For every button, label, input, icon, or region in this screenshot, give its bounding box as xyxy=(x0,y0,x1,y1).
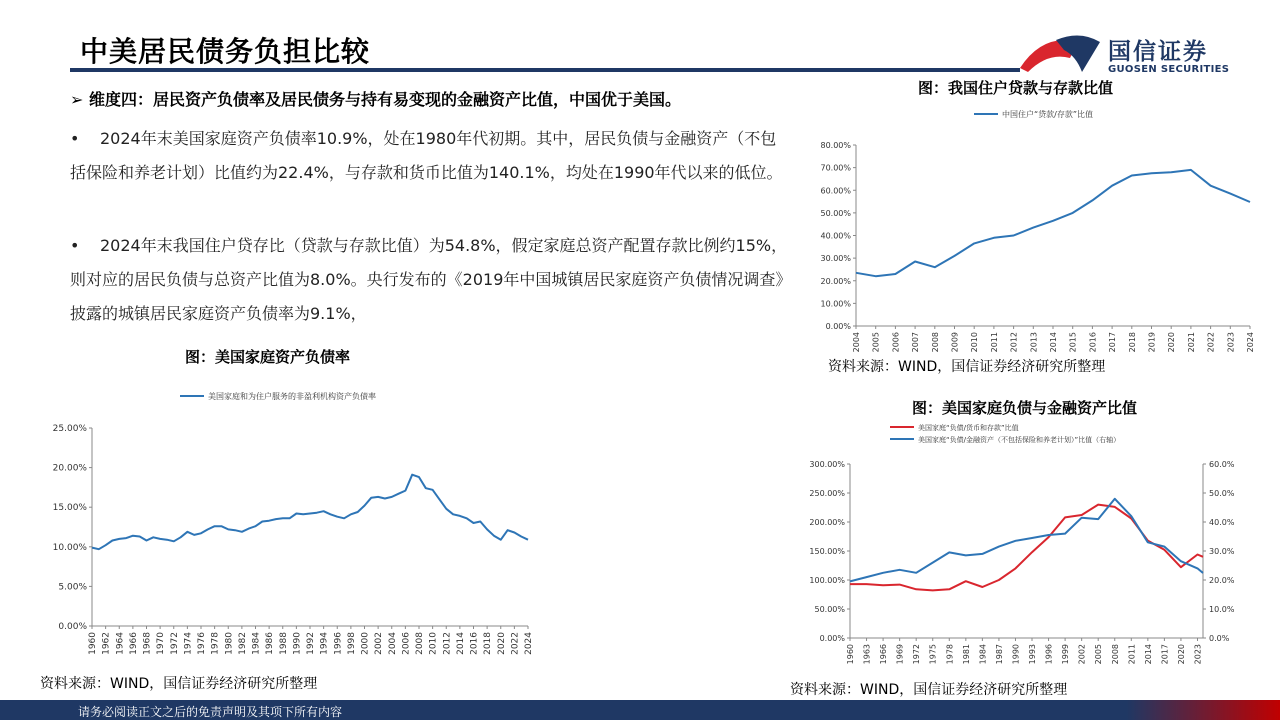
x-tick-label: 2000 xyxy=(360,632,371,655)
y-tick-label: 0.00% xyxy=(58,622,87,632)
y-tick-label: 150.00% xyxy=(809,547,845,556)
x-tick-label: 2017 xyxy=(1160,644,1170,665)
legend-label: 美国家庭和为住户服务的非盈利机构资产负债率 xyxy=(208,392,376,401)
legend-label: 美国家庭“负债/金融资产（不包括保险和养老计划）”比值（右轴） xyxy=(918,436,1121,444)
paragraph-us-text: 2024年末美国家庭资产负债率10.9%，处在1980年代初期。其中，居民负债与金融资产（不包括保险和养老计划）比值约为22.4%，与存款和货币比值为140.1%，均处在1990年代以来的低位。 xyxy=(70,129,783,182)
x-tick-label: 2016 xyxy=(1088,332,1098,352)
title-divider xyxy=(70,68,1020,72)
x-tick-label: 2024 xyxy=(524,632,534,655)
x-tick-label: 2004 xyxy=(852,332,861,352)
x-tick-label: 2024 xyxy=(1246,332,1255,352)
paragraph-cn xyxy=(70,229,790,331)
x-tick-label: 1966 xyxy=(128,632,139,655)
x-tick-label: 1972 xyxy=(169,632,180,655)
x-tick-label: 2007 xyxy=(911,332,921,352)
y-right-tick-label: 60.0% xyxy=(1209,460,1235,469)
x-tick-label: 2006 xyxy=(891,332,901,352)
series-line xyxy=(856,170,1250,276)
x-tick-label: 2011 xyxy=(989,332,999,352)
x-tick-label: 2004 xyxy=(387,632,398,655)
x-tick-label: 2009 xyxy=(950,332,960,352)
x-tick-label: 1968 xyxy=(142,632,153,655)
x-tick-label: 1988 xyxy=(278,632,289,655)
x-tick-label: 2023 xyxy=(1226,332,1236,352)
bullet-icon: • xyxy=(70,129,80,148)
y-tick-label: 0.00% xyxy=(825,322,851,331)
x-tick-label: 2008 xyxy=(1110,644,1120,665)
x-tick-label: 1982 xyxy=(237,632,248,655)
x-tick-label: 1964 xyxy=(115,632,126,655)
x-tick-label: 2020 xyxy=(1167,332,1177,352)
logo-chinese-name: 国信证券 xyxy=(1108,39,1208,65)
x-tick-label: 1998 xyxy=(346,632,357,655)
us-leverage-chart xyxy=(40,378,550,668)
x-tick-label: 2015 xyxy=(1068,332,1078,352)
x-tick-label: 1996 xyxy=(1044,644,1054,665)
y-tick-label: 20.00% xyxy=(52,463,87,474)
x-tick-label: 1981 xyxy=(961,644,971,665)
y-right-tick-label: 50.0% xyxy=(1209,489,1235,498)
x-tick-label: 2008 xyxy=(930,332,940,352)
y-right-tick-label: 40.0% xyxy=(1209,518,1235,527)
x-tick-label: 1980 xyxy=(224,632,235,655)
x-tick-label: 1966 xyxy=(879,644,889,665)
x-tick-label: 2008 xyxy=(415,632,425,655)
x-tick-label: 2005 xyxy=(871,332,881,352)
x-tick-label: 1990 xyxy=(1011,644,1021,665)
y-tick-label: 25.00% xyxy=(52,424,87,434)
series-line xyxy=(92,475,528,550)
y-tick-label: 30.00% xyxy=(820,254,851,264)
cn-ldr-source: 资料来源：WIND，国信证券经济研究所整理 xyxy=(828,359,1106,375)
x-tick-label: 1963 xyxy=(862,644,872,665)
x-tick-label: 1974 xyxy=(183,632,194,655)
series-line xyxy=(850,499,1203,582)
us-leverage-source: 资料来源：WIND，国信证券经济研究所整理 xyxy=(40,676,318,692)
x-tick-label: 2005 xyxy=(1094,644,1104,665)
x-tick-label: 2019 xyxy=(1147,332,1157,352)
y-right-tick-label: 10.0% xyxy=(1209,605,1235,614)
y-tick-label: 10.00% xyxy=(52,542,87,553)
x-tick-label: 2018 xyxy=(483,632,494,655)
y-right-tick-label: 30.0% xyxy=(1209,547,1235,556)
x-tick-label: 2023 xyxy=(1193,644,1203,665)
x-tick-label: 1978 xyxy=(945,644,955,665)
us-leverage-title: 图：美国家庭资产负债率 xyxy=(185,348,351,366)
x-tick-label: 1999 xyxy=(1061,644,1071,665)
y-tick-label: 80.00% xyxy=(820,141,851,150)
x-tick-label: 2016 xyxy=(469,632,480,655)
x-tick-label: 2014 xyxy=(455,632,466,655)
y-tick-label: 60.00% xyxy=(820,186,851,196)
y-tick-label: 40.00% xyxy=(820,231,851,241)
x-tick-label: 2002 xyxy=(1077,644,1087,665)
x-tick-label: 1994 xyxy=(319,632,330,655)
x-tick-label: 2013 xyxy=(1029,332,1039,352)
bullet-icon: • xyxy=(70,236,80,255)
y-right-tick-label: 0.0% xyxy=(1209,634,1230,643)
x-tick-label: 1986 xyxy=(265,632,276,655)
x-tick-label: 1976 xyxy=(197,632,207,655)
paragraph-us xyxy=(70,122,790,190)
y-tick-label: 200.00% xyxy=(809,518,845,527)
y-tick-label: 100.00% xyxy=(809,576,845,585)
x-tick-label: 2006 xyxy=(401,632,412,655)
legend-label: 美国家庭“负债/货币和存款”比值 xyxy=(918,424,1019,432)
x-tick-label: 1960 xyxy=(846,644,855,665)
page-title: 中美居民债务负担比较 xyxy=(80,35,371,68)
x-tick-label: 1984 xyxy=(978,644,988,665)
us-debt-title: 图：美国家庭负债与金融资产比值 xyxy=(912,399,1138,417)
x-tick-label: 2020 xyxy=(1176,644,1186,665)
x-tick-label: 1972 xyxy=(912,644,922,665)
x-tick-label: 1984 xyxy=(251,632,262,655)
y-tick-label: 5.00% xyxy=(58,582,87,593)
x-tick-label: 2002 xyxy=(374,632,385,655)
logo-english-name: GUOSEN SECURITIES xyxy=(1108,64,1230,75)
y-tick-label: 50.00% xyxy=(814,605,845,614)
x-tick-label: 1993 xyxy=(1028,644,1038,665)
x-tick-label: 2012 xyxy=(1009,332,1019,352)
x-tick-label: 1962 xyxy=(101,632,112,655)
cn-ldr-title: 图：我国住户贷款与存款比值 xyxy=(918,79,1114,97)
x-tick-label: 2012 xyxy=(442,632,453,655)
x-tick-label: 2022 xyxy=(1206,332,1216,352)
y-tick-label: 10.00% xyxy=(820,299,851,309)
x-tick-label: 1990 xyxy=(292,632,303,655)
x-tick-label: 1996 xyxy=(333,632,344,655)
x-tick-label: 2017 xyxy=(1108,332,1118,352)
x-tick-label: 2022 xyxy=(510,632,521,655)
x-tick-label: 1969 xyxy=(895,644,905,665)
x-tick-label: 1960 xyxy=(88,632,98,655)
x-tick-label: 2018 xyxy=(1127,332,1137,352)
series-line xyxy=(850,505,1203,591)
x-tick-label: 1992 xyxy=(306,632,316,655)
x-tick-label: 2021 xyxy=(1186,332,1196,352)
section-heading: ➢ 维度四：居民资产负债率及居民债务与持有易变现的金融资产比值，中国优于美国。 xyxy=(70,90,681,109)
paragraph-cn-text: 2024年末我国住户贷存比（贷款与存款比值）为54.8%，假定家庭总资产配置存款比例约15%，则对应的居民负债与总资产比值为8.0%。央行发布的《2019年中国城镇居民家庭资产负债情况调查》披露的城镇居民家庭资产负债率为9.1%， xyxy=(70,236,788,323)
x-tick-label: 2014 xyxy=(1049,332,1058,352)
x-tick-label: 2010 xyxy=(428,632,439,655)
x-tick-label: 2010 xyxy=(970,332,980,352)
y-tick-label: 250.00% xyxy=(809,489,845,498)
y-tick-label: 70.00% xyxy=(820,163,851,173)
x-tick-label: 2011 xyxy=(1127,644,1137,665)
y-tick-label: 20.00% xyxy=(820,276,851,286)
y-right-tick-label: 20.0% xyxy=(1209,576,1235,585)
legend-label: 中国住户“贷款/存款”比值 xyxy=(1002,110,1093,119)
x-tick-label: 2014 xyxy=(1143,644,1153,665)
y-tick-label: 300.00% xyxy=(809,460,845,469)
us-debt-source: 资料来源：WIND，国信证券经济研究所整理 xyxy=(790,682,1068,698)
x-tick-label: 2020 xyxy=(496,632,507,655)
x-tick-label: 1987 xyxy=(994,644,1004,665)
y-tick-label: 50.00% xyxy=(820,208,851,218)
cn-ldr-chart xyxy=(810,100,1270,352)
y-tick-label: 15.00% xyxy=(52,503,87,514)
x-tick-label: 1975 xyxy=(928,644,938,665)
us-debt-ratio-chart xyxy=(800,420,1270,675)
y-tick-label: 0.00% xyxy=(819,634,845,643)
x-tick-label: 1978 xyxy=(210,632,221,655)
x-tick-label: 1970 xyxy=(156,632,167,655)
footer-disclaimer: 请务必阅读正文之后的免责声明及其项下所有内容 xyxy=(78,705,343,719)
